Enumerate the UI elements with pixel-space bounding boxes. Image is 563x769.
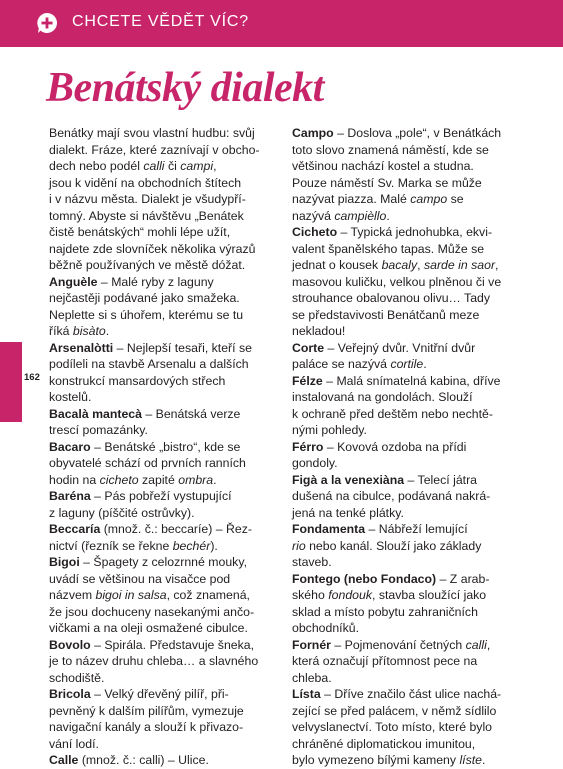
- glossary-term: Anguèle: [49, 274, 98, 289]
- page-number: 162: [24, 372, 40, 383]
- text-run: obchodníků.: [292, 621, 360, 635]
- text-run: gondoly.: [292, 456, 338, 470]
- text-line: [49, 719, 279, 736]
- text-line: [292, 356, 532, 373]
- text-run: najdete zde slovníček několika výrazů: [49, 241, 256, 256]
- glossary-column-right: [292, 125, 532, 769]
- text-run: ,: [417, 258, 424, 272]
- text-line: [292, 274, 532, 291]
- text-run: navigační kanály a slouží k přivazo-: [49, 720, 244, 734]
- text-line: [49, 521, 279, 538]
- text-line: [49, 191, 279, 208]
- text-line: [292, 686, 532, 703]
- glossary-term: Bricola: [49, 687, 91, 701]
- text-run: trescí pomazánky.: [49, 423, 148, 437]
- text-line: [49, 224, 279, 241]
- text-line: [49, 257, 279, 274]
- text-run: nými pohledy.: [292, 423, 367, 437]
- text-run: která označují přítomnost pece na: [292, 654, 478, 668]
- text-run: .: [105, 324, 110, 338]
- page-title: Benátský dialekt: [46, 65, 324, 111]
- text-line: [292, 554, 532, 571]
- text-line: [292, 571, 532, 588]
- text-line: [49, 587, 279, 604]
- text-run: – Velký dřevěný pilíř, při-: [90, 687, 229, 701]
- text-run: čistě benátských“ mohli lépe užít,: [49, 225, 231, 239]
- text-run: bisàto: [72, 324, 106, 338]
- text-run: sklad a místo pobytu zahraničních: [292, 604, 478, 619]
- glossary-column-left: [49, 125, 279, 769]
- text-run: Benátky mají svou vlastní hudbu: svůj: [49, 126, 255, 140]
- text-line: [49, 488, 279, 505]
- text-run: z laguny (píščité ostrůvky).: [49, 505, 195, 520]
- text-line: [49, 620, 279, 637]
- glossary-term: Lísta: [292, 687, 321, 701]
- glossary-term: Corte: [292, 340, 325, 355]
- text-run: – Benátské „bistro“, kde se: [90, 439, 241, 454]
- glossary-term: Fondamenta: [292, 522, 366, 536]
- text-line: [292, 439, 532, 456]
- text-line: [49, 670, 279, 687]
- text-line: [49, 637, 279, 654]
- text-run: .: [423, 357, 427, 371]
- text-run: nazývá: [292, 208, 335, 223]
- glossary-term: Férro: [292, 439, 324, 454]
- text-run: nazývat piazza. Malé: [292, 192, 411, 206]
- text-line: [292, 703, 532, 720]
- text-line: [292, 752, 532, 769]
- text-line: [49, 158, 279, 175]
- text-run: podíleli na stavbě Arsenalu a dalších: [49, 357, 249, 371]
- text-line: [49, 307, 279, 324]
- text-run: .: [482, 753, 486, 767]
- text-run: zející se před palácem, v němž sídlilo: [292, 703, 497, 718]
- glossary-term: Figà a la venexiàna: [292, 472, 405, 487]
- text-line: [49, 571, 279, 588]
- text-line: [49, 274, 279, 291]
- text-run: fondouk: [328, 588, 372, 602]
- text-run: – Malá snímatelná kabina, dříve: [322, 373, 501, 388]
- text-run: většinou nachází kostel a studna.: [292, 159, 474, 173]
- text-run: jsou k vidění na obchodních štítech: [49, 175, 242, 190]
- text-line: [49, 538, 279, 555]
- text-run: Neplette si s úhořem, kterému se tu: [49, 307, 244, 322]
- text-run: nekladou!: [292, 324, 346, 338]
- text-run: campo: [410, 192, 448, 206]
- text-run: campièllo: [334, 208, 387, 223]
- text-run: líste: [459, 753, 482, 767]
- glossary-term: Fontego (nebo Fondaco): [292, 571, 437, 586]
- text-run: staveb.: [292, 555, 332, 569]
- text-line: [292, 472, 532, 489]
- glossary-term: Bacalà mantecà: [49, 406, 142, 421]
- text-line: [292, 653, 532, 670]
- text-line: [49, 323, 279, 340]
- glossary-term: Bigoi: [49, 555, 80, 569]
- text-line: [292, 191, 532, 208]
- text-run: běžně používaných ve městě dóžat.: [49, 258, 246, 272]
- text-line: [292, 538, 532, 555]
- text-run: ,: [495, 258, 499, 272]
- text-run: instalovaná na gondolách. Slouží: [292, 390, 473, 404]
- text-run: chráněné diplomatickou imunitou,: [292, 736, 476, 751]
- text-run: campi: [180, 159, 214, 173]
- text-line: [49, 142, 279, 159]
- text-run: velvyslanectví. Toto místo, které bylo: [292, 720, 493, 734]
- text-run: dialekt. Fráze, které zaznívají v obcho-: [49, 142, 260, 157]
- text-run: konstrukcí mansardových střech: [49, 373, 226, 388]
- text-line: [49, 356, 279, 373]
- glossary-term: Cicheto: [292, 225, 338, 239]
- text-run: – Nejlepší tesaři, kteří se: [113, 340, 252, 355]
- text-run: cortile: [390, 357, 424, 371]
- text-run: obyvatelé schází od prvních ranních: [49, 456, 246, 470]
- text-run: tomný. Abyste si návštěvu „Benátek: [49, 208, 244, 223]
- text-run: , což znamená,: [166, 588, 250, 602]
- glossary-term: Campo: [292, 126, 334, 140]
- glossary-term: Félze: [292, 373, 323, 388]
- text-run: – Dříve značilo část ulice nachá-: [320, 687, 502, 701]
- text-line: [292, 307, 532, 324]
- text-run: k ochraně před deštěm nebo nechtě-: [292, 406, 493, 421]
- text-run: cicheto: [99, 472, 139, 487]
- text-line: [49, 406, 279, 423]
- text-line: [292, 620, 532, 637]
- text-line: [292, 175, 532, 192]
- text-run: strouhance obalovanou olivu… Tady: [292, 291, 491, 305]
- section-banner: [0, 0, 563, 47]
- text-run: masovou kuličku, velkou plněnou či ve: [292, 274, 502, 289]
- text-line: [292, 719, 532, 736]
- text-line: [292, 340, 532, 357]
- text-line: [49, 208, 279, 225]
- text-run: valent španělského tapas. Může se: [292, 241, 485, 256]
- text-line: [49, 439, 279, 456]
- plus-circle-icon: [36, 12, 58, 34]
- text-line: [49, 455, 279, 472]
- text-run: – Pojmenování četných: [330, 637, 466, 652]
- glossary-term: Arsenalòtti: [49, 340, 114, 355]
- text-line: [49, 241, 279, 258]
- text-line: [49, 554, 279, 571]
- text-run: ,: [486, 637, 491, 652]
- text-run: či: [164, 159, 181, 173]
- text-run: – Kovová ozdoba na přídi: [323, 439, 467, 454]
- text-run: – Telecí játra: [404, 472, 478, 487]
- text-run: bylo vymezeno bílými kameny: [292, 753, 460, 767]
- text-run: toto slovo znamená náměstí, kde se: [292, 142, 489, 157]
- glossary-term: Beccaría: [49, 522, 101, 536]
- page-edge-tab: [0, 342, 22, 422]
- text-line: [292, 406, 532, 423]
- text-run: i v názvu města. Dialekt je všudypří-: [49, 192, 246, 206]
- text-line: [292, 290, 532, 307]
- text-run: – Doslova „pole“, v Benátkách: [333, 126, 502, 140]
- text-run: (množ. č.: calli) – Ulice.: [78, 753, 209, 767]
- text-run: jená na tenké plátky.: [292, 505, 404, 520]
- text-run: sarde in saor: [423, 258, 496, 272]
- text-line: [292, 670, 532, 687]
- glossary-term: Calle: [49, 753, 79, 767]
- text-line: [292, 125, 532, 142]
- text-run: – Spirála. Představuje šneka,: [90, 637, 255, 652]
- text-run: – Nábřeží lemující: [365, 522, 468, 536]
- banner-title: CHCETE VĚDĚT VÍC?: [72, 13, 249, 30]
- text-run: zapité: [138, 472, 179, 487]
- text-line: [292, 323, 532, 340]
- text-run: ského: [292, 588, 329, 602]
- text-run: – Veřejný dvůr. Vnitřní dvůr: [324, 340, 476, 355]
- text-line: [292, 257, 532, 274]
- text-line: [292, 373, 532, 390]
- text-run: calli: [465, 637, 487, 652]
- glossary-term: Bovolo: [49, 637, 91, 652]
- text-line: [49, 340, 279, 357]
- text-run: názvem: [49, 588, 96, 602]
- text-run: nictví (řezník se řekne: [49, 538, 173, 553]
- text-line: [292, 521, 532, 538]
- text-run: schodiště.: [49, 670, 105, 685]
- text-run: je to název druhu chleba… a slavného: [49, 654, 259, 668]
- text-line: [292, 505, 532, 522]
- text-run: se představivosti Benátčanů meze: [292, 307, 480, 322]
- text-line: [292, 208, 532, 225]
- text-run: paláce se nazývá: [292, 357, 391, 371]
- text-run: bacaly: [381, 258, 418, 272]
- text-line: [292, 422, 532, 439]
- text-line: [292, 224, 532, 241]
- text-run: chleba.: [292, 670, 332, 685]
- text-line: [49, 125, 279, 142]
- text-run: .: [386, 208, 390, 223]
- text-line: [292, 604, 532, 621]
- text-run: kostelů.: [49, 390, 92, 404]
- glossary-term: Bacaro: [49, 439, 91, 454]
- text-line: [292, 158, 532, 175]
- text-line: [292, 637, 532, 654]
- text-run: vání lodí.: [49, 736, 99, 751]
- text-run: se: [447, 192, 464, 206]
- text-line: [49, 752, 279, 769]
- text-run: pevněný k dalším pilířům, vymezuje: [49, 703, 244, 718]
- text-run: – Špagety z celozrnné mouky,: [79, 555, 247, 569]
- text-run: dech nebo podél: [49, 159, 144, 173]
- text-run: dušená na cibulce, podávaná nakrá-: [292, 489, 491, 503]
- text-line: [292, 488, 532, 505]
- text-line: [49, 703, 279, 720]
- text-run: , stavba sloužící jako: [372, 588, 487, 602]
- text-run: nebo kanál. Slouží jako základy: [305, 538, 482, 553]
- text-line: [292, 587, 532, 604]
- text-run: nejčastěji podávané jako smažeka.: [49, 291, 240, 305]
- text-run: jednat o kousek: [292, 258, 382, 272]
- text-run: – Z arab-: [436, 571, 490, 586]
- text-line: [292, 455, 532, 472]
- text-run: – Benátská verze: [141, 406, 241, 421]
- text-run: ).: [210, 538, 218, 553]
- text-run: calli: [143, 159, 165, 173]
- text-line: [49, 472, 279, 489]
- text-run: uvádí se většinou na visačce pod: [49, 571, 231, 586]
- text-run: ombra: [178, 472, 214, 487]
- text-line: [49, 653, 279, 670]
- glossary-term: Baréna: [49, 489, 91, 503]
- text-run: ,: [213, 159, 217, 173]
- text-run: říká: [49, 324, 73, 338]
- text-run: bechér: [172, 538, 211, 553]
- text-line: [49, 290, 279, 307]
- text-line: [49, 373, 279, 390]
- text-run: (množ. č.: beccaríe) – Řez-: [100, 522, 252, 536]
- glossary-term: Fornér: [292, 637, 331, 652]
- text-run: – Pás pobřeží vystupující: [90, 489, 232, 503]
- text-run: rio: [292, 538, 306, 553]
- text-line: [292, 241, 532, 258]
- text-run: – Typická jednohubka, ekvi-: [337, 225, 493, 239]
- text-line: [49, 686, 279, 703]
- text-run: vičkami a na oleji osmažené cibulce.: [49, 621, 248, 635]
- text-run: hodin na: [49, 472, 100, 487]
- text-line: [49, 422, 279, 439]
- text-line: [292, 389, 532, 406]
- text-run: .: [213, 472, 217, 487]
- text-run: bigoi in salsa: [95, 588, 167, 602]
- text-run: – Malé ryby z laguny: [97, 274, 214, 289]
- text-line: [49, 389, 279, 406]
- text-run: Pouze náměstí Sv. Marka se může: [292, 175, 482, 190]
- text-line: [49, 175, 279, 192]
- text-run: že jsou dochuceny nasekanými ančo-: [49, 604, 255, 619]
- text-line: [49, 505, 279, 522]
- text-line: [49, 604, 279, 621]
- text-line: [292, 142, 532, 159]
